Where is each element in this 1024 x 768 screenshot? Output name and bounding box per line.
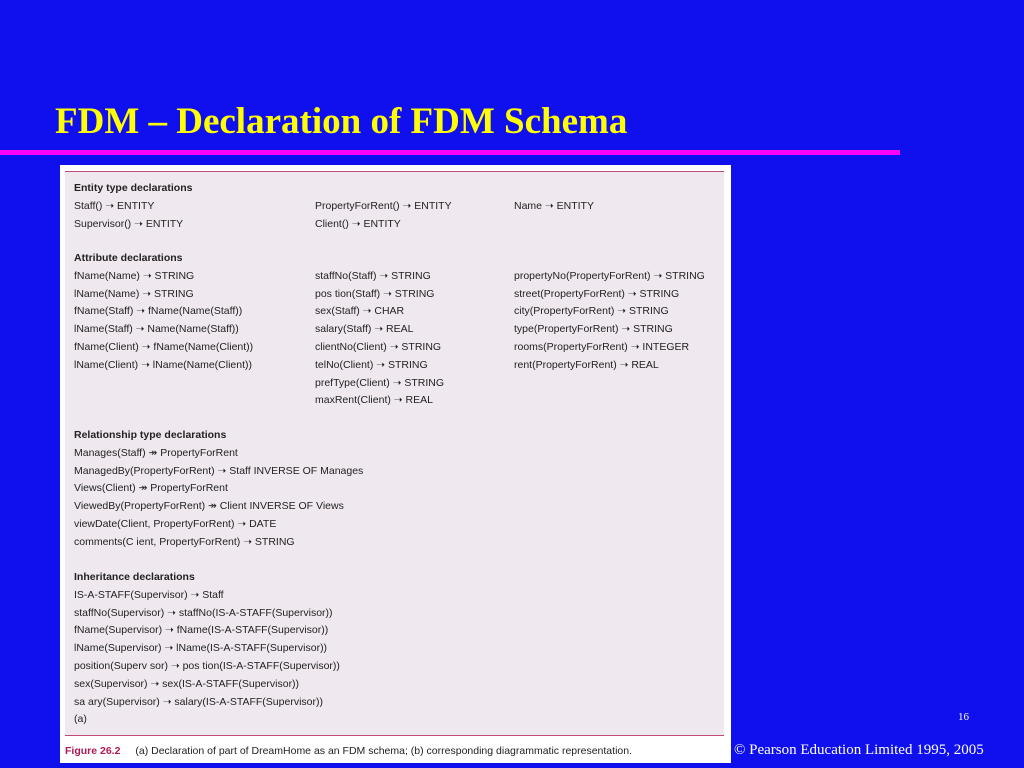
relationship-declaration: Manages(Staff) ↠ PropertyForRent: [74, 446, 238, 459]
copyright-notice: © Pearson Education Limited 1995, 2005: [734, 742, 984, 758]
figure-caption-text: (a) Declaration of part of DreamHome as an FDM schema; (b) corresponding diagrammatic representation.: [135, 745, 632, 757]
attribute-declaration: propertyNo(PropertyForRent) ➝ STRING: [514, 269, 705, 282]
inheritance-declaration: sex(Supervisor) ➝ sex(IS-A-STAFF(Supervisor)): [74, 677, 300, 690]
title-divider: [0, 150, 900, 155]
entity-section-heading: Entity type declarations: [74, 182, 193, 194]
attribute-declaration: city(PropertyForRent) ➝ STRING: [514, 305, 669, 318]
figure-label: Figure 26.2: [65, 745, 121, 757]
relationship-declaration: ManagedBy(PropertyForRent) ➝ Staff INVERSE OF Manages: [74, 464, 364, 477]
attribute-declaration: rooms(PropertyForRent) ➝ INTEGER: [514, 341, 690, 353]
attribute-declaration: staffNo(Staff) ➝ STRING: [315, 269, 431, 282]
attribute-declaration: prefType(Client) ➝ STRING: [315, 376, 444, 389]
entity-declaration: Client() ➝ ENTITY: [315, 217, 401, 230]
inheritance-declaration: staffNo(Supervisor) ➝ staffNo(IS-A-STAFF(Supervisor)): [74, 606, 333, 619]
attribute-declaration: rent(PropertyForRent) ➝ REAL: [514, 358, 659, 371]
attribute-declaration: telNo(Client) ➝ STRING: [315, 358, 428, 371]
attribute-declaration: type(PropertyForRent) ➝ STRING: [514, 323, 673, 336]
schema-declarations-panel: [65, 171, 724, 736]
attribute-declaration: lName(Name) ➝ STRING: [74, 287, 194, 300]
inheritance-declaration: position(Superv sor) ➝ pos tion(IS-A-STAFF(Supervisor)): [74, 660, 340, 672]
attribute-section-heading: Attribute declarations: [74, 252, 183, 264]
relationship-declaration: comments(C ient, PropertyForRent) ➝ STRING: [74, 535, 295, 548]
relationship-section-heading: Relationship type declarations: [74, 429, 227, 441]
figure-caption: [65, 745, 632, 757]
attribute-declaration: fName(Name) ➝ STRING: [74, 269, 195, 282]
page-number: 16: [958, 711, 969, 723]
attribute-declaration: salary(Staff) ➝ REAL: [315, 323, 414, 336]
inheritance-declaration: (a): [74, 713, 87, 726]
relationship-declaration: ViewedBy(PropertyForRent) ↠ Client INVERSE OF Views: [74, 500, 344, 513]
slide-title: FDM – Declaration of FDM Schema: [55, 101, 628, 142]
figure: [60, 165, 731, 763]
attribute-declaration: clientNo(Client) ➝ STRING: [315, 341, 442, 353]
attribute-declaration: maxRent(Client) ➝ REAL: [315, 394, 433, 407]
inheritance-declaration: fName(Supervisor) ➝ fName(IS-A-STAFF(Supervisor)): [74, 624, 329, 637]
attribute-declaration: sex(Staff) ➝ CHAR: [315, 305, 405, 318]
attribute-declaration: lName(Client) ➝ lName(Name(Client)): [74, 358, 252, 371]
attribute-declaration: street(PropertyForRent) ➝ STRING: [514, 287, 680, 300]
inheritance-declaration: sa ary(Supervisor) ➝ salary(IS-A-STAFF(Supervisor)): [74, 695, 323, 708]
entity-declaration: Name ➝ ENTITY: [514, 199, 594, 212]
inheritance-declaration: lName(Supervisor) ➝ lName(IS-A-STAFF(Supervisor)): [74, 642, 328, 655]
attribute-declaration: fName(Client) ➝ fName(Name(Client)): [74, 341, 254, 353]
attribute-declaration: fName(Staff) ➝ fName(Name(Staff)): [74, 305, 243, 318]
entity-declaration: Staff() ➝ ENTITY: [74, 199, 155, 212]
relationship-declaration: Views(Client) ↠ PropertyForRent: [74, 482, 228, 495]
inheritance-declaration: IS-A-STAFF(Supervisor) ➝ Staff: [74, 588, 224, 601]
inheritance-section-heading: Inheritance declarations: [74, 571, 195, 583]
attribute-declaration: pos tion(Staff) ➝ STRING: [315, 287, 435, 300]
entity-declaration: Supervisor() ➝ ENTITY: [74, 217, 184, 230]
attribute-declaration: lName(Staff) ➝ Name(Name(Staff)): [74, 323, 239, 336]
relationship-declaration: viewDate(Client, PropertyForRent) ➝ DATE: [74, 518, 277, 530]
entity-declaration: PropertyForRent() ➝ ENTITY: [315, 199, 452, 212]
